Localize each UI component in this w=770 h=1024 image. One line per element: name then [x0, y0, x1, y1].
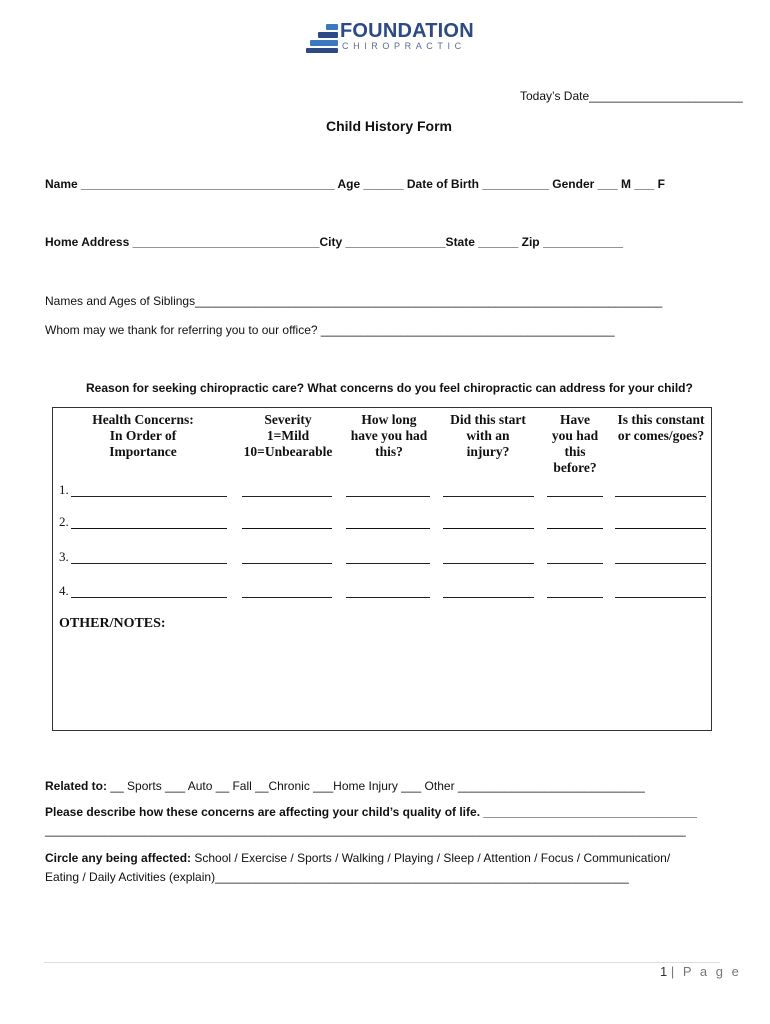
col-header-health-concerns: Health Concerns: In Order of Importance	[92, 412, 194, 459]
constant-3-field[interactable]	[615, 563, 706, 564]
injury-3-field[interactable]	[443, 563, 534, 564]
col-header-before: Have you had this before?	[551, 412, 599, 475]
severity-1-field[interactable]	[242, 496, 332, 497]
referral-field[interactable]: Whom may we thank for referring you to our office? ____________________________________________	[45, 323, 615, 337]
before-2-field[interactable]	[547, 528, 603, 529]
page-footer	[660, 964, 741, 979]
constant-4-field[interactable]	[615, 597, 706, 598]
severity-3-field[interactable]	[242, 563, 332, 564]
severity-4-field[interactable]	[242, 597, 332, 598]
health-concerns-table	[52, 407, 712, 731]
related-to-options[interactable]: __ Sports ___ Auto __ Fall __Chronic ___Home Injury ___ Other ____________________________	[110, 779, 645, 793]
circle-affected-options[interactable]: School / Exercise / Sports / Walking / Playing / Sleep / Attention / Focus / Communication/	[191, 851, 671, 865]
col-header-severity: Severity 1=Mild 10=Unbearable	[243, 412, 333, 459]
col-header-constant: Is this constant or comes/goes?	[617, 412, 705, 443]
logo	[306, 20, 474, 54]
related-to-label: Related to:	[45, 779, 108, 793]
howlong-2-field[interactable]	[346, 528, 430, 529]
injury-1-field[interactable]	[443, 496, 534, 497]
row-number-2: 2.	[59, 514, 69, 529]
howlong-1-field[interactable]	[346, 496, 430, 497]
logo-title: FOUNDATION	[340, 20, 474, 42]
other-notes-label: OTHER/NOTES:	[59, 616, 166, 631]
constant-1-field[interactable]	[615, 496, 706, 497]
row-number-1: 1.	[59, 482, 69, 497]
page-label: | P a g e	[670, 964, 742, 979]
page-number: 1	[660, 964, 668, 979]
address-line[interactable]: Home Address ____________________________City _______________State ______ Zip ____________	[45, 235, 624, 249]
concern-2-field[interactable]	[71, 528, 227, 529]
logo-bar-3	[310, 40, 338, 46]
page-title: Child History Form	[326, 118, 453, 134]
logo-bar-2	[318, 32, 338, 38]
col-header-how-long: How long have you had this?	[350, 412, 428, 459]
logo-subtitle: CHIROPRACTIC	[342, 41, 466, 51]
before-1-field[interactable]	[547, 496, 603, 497]
siblings-field[interactable]: Names and Ages of Siblings______________________________________________________________________	[45, 294, 663, 308]
row-number-4: 4.	[59, 583, 69, 598]
daily-activities-field[interactable]: Eating / Daily Activities (explain)______________________________________________________________	[45, 870, 629, 884]
concern-3-field[interactable]	[71, 563, 227, 564]
quality-of-life-field[interactable]: Please describe how these concerns are affecting your child’s quality of life. ________________________________	[45, 805, 697, 819]
related-to-line[interactable]	[45, 779, 645, 793]
severity-2-field[interactable]	[242, 528, 332, 529]
circle-affected-label: Circle any being affected:	[45, 851, 192, 865]
injury-2-field[interactable]	[443, 528, 534, 529]
circle-affected-line[interactable]	[45, 851, 670, 865]
before-4-field[interactable]	[547, 597, 603, 598]
howlong-4-field[interactable]	[346, 597, 430, 598]
logo-bar-4	[306, 48, 338, 53]
concern-1-field[interactable]	[71, 496, 227, 497]
todays-date-field[interactable]: Today’s Date_______________________	[520, 89, 743, 103]
howlong-3-field[interactable]	[346, 563, 430, 564]
name-age-dob-gender-line[interactable]: Name ______________________________________ Age ______ Date of Birth __________ Gender ___ M ___ F	[45, 177, 666, 191]
constant-2-field[interactable]	[615, 528, 706, 529]
before-3-field[interactable]	[547, 563, 603, 564]
concern-4-field[interactable]	[71, 597, 227, 598]
footer-divider	[44, 962, 720, 963]
quality-of-life-line-2[interactable]: ________________________________________________________________________________________________	[45, 823, 686, 837]
injury-4-field[interactable]	[443, 597, 534, 598]
col-header-injury: Did this start with an injury?	[450, 412, 526, 459]
logo-bar-1	[326, 24, 338, 30]
row-number-3: 3.	[59, 549, 69, 564]
reason-heading: Reason for seeking chiropractic care? What concerns do you feel chiropractic can address for your child?	[86, 381, 693, 395]
